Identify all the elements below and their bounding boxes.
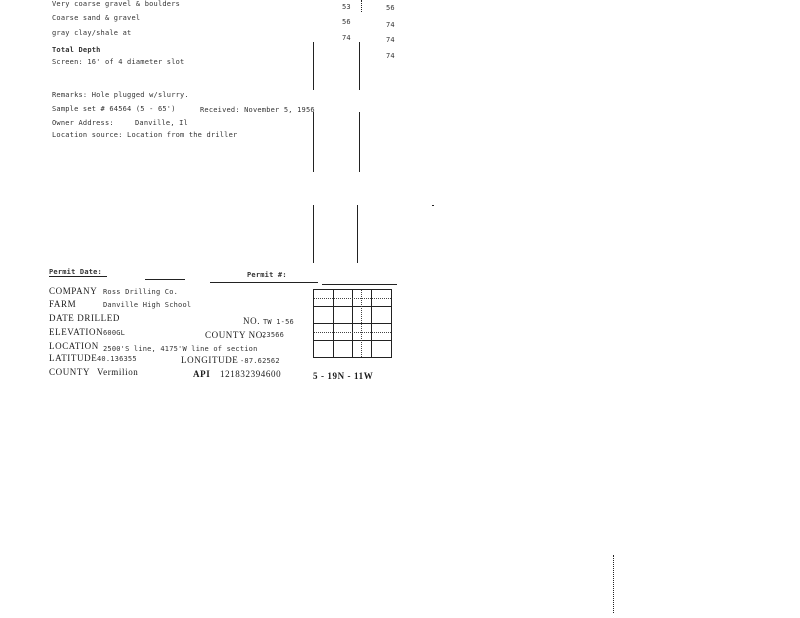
permit-number-label: Permit #: (247, 271, 287, 279)
log-row-material: gray clay/shale at (52, 29, 132, 37)
column-divider (313, 42, 314, 90)
column-divider (361, 0, 362, 12)
farm-value: Danville High School (103, 301, 192, 309)
county-number-label: COUNTY NO. (205, 330, 266, 340)
township-range: 5 - 19N - 11W (313, 371, 374, 381)
owner-address-value: Danville, Il (135, 119, 188, 127)
grid-line (314, 340, 391, 341)
remarks: Remarks: Hole plugged w/slurry. (52, 91, 189, 99)
location-label: LOCATION (49, 341, 99, 351)
total-depth-value: 74 (386, 52, 395, 60)
api-label: API (193, 369, 211, 379)
longitude-value: -87.62562 (240, 357, 280, 365)
county-value: Vermilion (97, 367, 139, 377)
company-value: Ross Drilling Co. (103, 288, 179, 296)
log-row-bottom: 74 (386, 36, 395, 44)
permit-rule (322, 284, 397, 285)
well-number-value: TW 1-56 (263, 318, 294, 326)
grid-dotted-line (361, 290, 362, 357)
column-divider (359, 112, 360, 172)
grid-line (314, 323, 391, 324)
api-value: 121832394600 (220, 369, 282, 379)
longitude-label: LONGITUDE (181, 355, 239, 365)
column-divider (357, 205, 358, 263)
log-row-material: Coarse sand & gravel (52, 14, 141, 22)
latitude-label: LATITUDE (49, 353, 98, 363)
grid-dotted-line (314, 298, 391, 299)
farm-label: FARM (49, 299, 77, 309)
column-divider (313, 112, 314, 172)
permit-rule (145, 279, 185, 280)
county-label: COUNTY (49, 367, 91, 377)
log-row-top: 53 (342, 3, 351, 11)
log-row-bottom: 74 (386, 21, 395, 29)
company-label: COMPANY (49, 286, 98, 296)
date-drilled-label: DATE DRILLED (49, 313, 120, 323)
log-row-top: 56 (342, 18, 351, 26)
scan-speck (432, 205, 434, 206)
section-grid (313, 289, 392, 358)
permit-rule (49, 276, 107, 277)
column-divider (359, 42, 360, 90)
scan-margin-mark (613, 555, 614, 613)
sample-set: Sample set # 64564 (5 - 65') (52, 105, 176, 113)
elevation-label: ELEVATION (49, 327, 104, 337)
permit-date-label: Permit Date: (49, 268, 102, 276)
grid-dotted-line (314, 332, 391, 333)
county-number-value: 23566 (262, 331, 285, 339)
log-row-material: Very coarse gravel & boulders (52, 0, 181, 8)
elevation-value: 600GL (103, 329, 126, 337)
owner-address-label: Owner Address: (52, 119, 114, 127)
location-value: 2500'S line, 4175'W line of section (103, 345, 258, 353)
column-divider (313, 205, 314, 263)
log-row-top: 74 (342, 34, 351, 42)
latitude-value: 40.136355 (97, 355, 137, 363)
permit-rule (210, 282, 318, 283)
screen-info: Screen: 16' of 4 diameter slot (52, 58, 185, 66)
location-source: Location source: Location from the driller (52, 131, 238, 139)
log-row-bottom: 56 (386, 4, 395, 12)
received-date: Received: November 5, 1956 (200, 106, 315, 114)
well-number-label: NO. (243, 316, 261, 326)
total-depth-label: Total Depth (52, 46, 101, 54)
grid-line (314, 306, 391, 307)
